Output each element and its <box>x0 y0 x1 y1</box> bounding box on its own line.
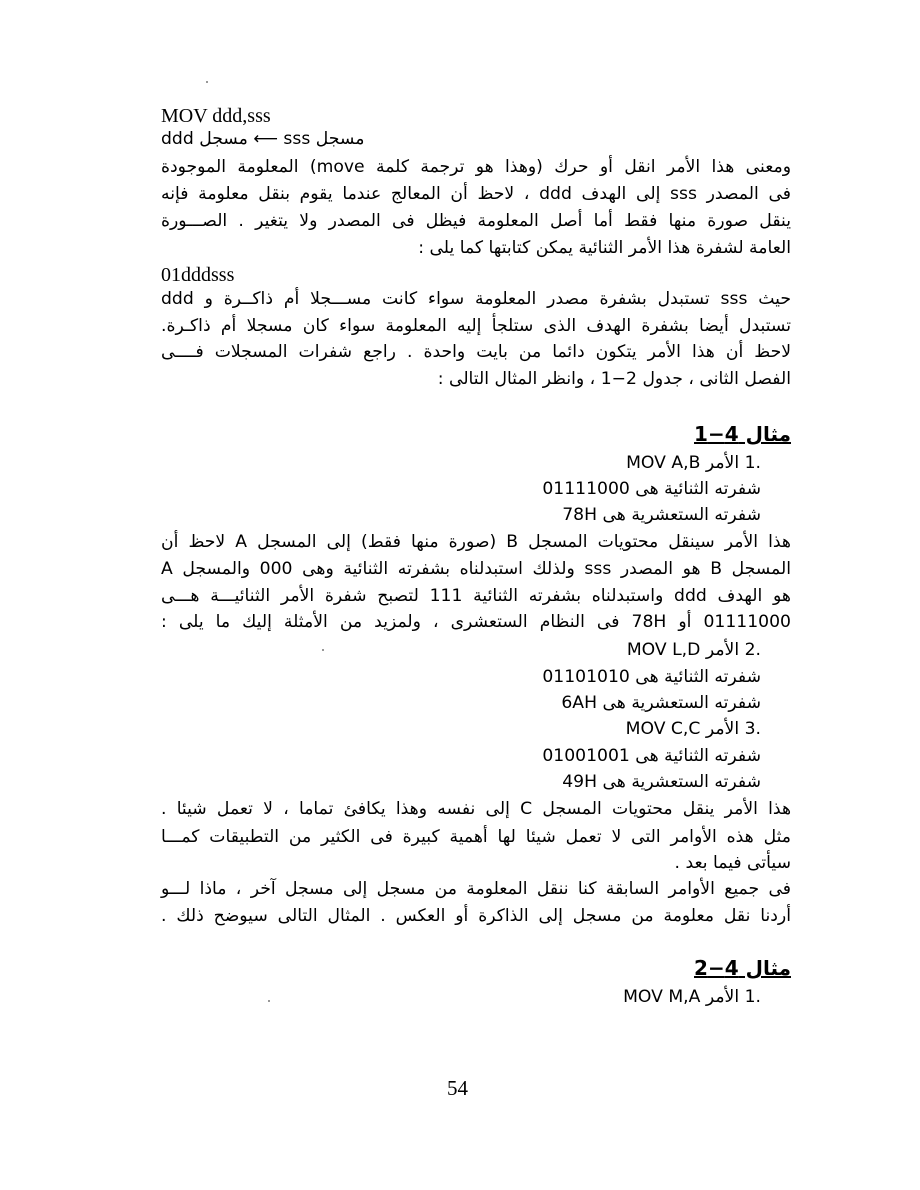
example-heading: مثال 4−1 <box>694 422 791 446</box>
example-detail: شفرته الثنائية هى 01001001 <box>542 746 761 766</box>
paragraph-line: العامة لشفرة هذا الأمر الثنائية يمكن كتابتها كما يلى : <box>418 238 791 258</box>
code-line: MOV ddd,sss <box>161 105 271 127</box>
example-item: .1 الأمر MOV M,A <box>623 987 761 1007</box>
paragraph-line: هو الهدف ddd واستبدلناه بشفرته الثنائية 111 لتصبح شفرة الأمر الثنائيـــة هـــى <box>161 586 791 606</box>
paragraph-line: فى جميع الأوامر السابقة كنا ننقل المعلومة من مسجل إلى مسجل آخر ، ماذا لـــو <box>161 879 791 899</box>
example-item: .1 الأمر MOV A,B <box>626 453 761 473</box>
paragraph-line: لاحظ أن هذا الأمر يتكون دائما من بايت واحدة . راجع شفرات المسجلات فــــى <box>161 342 791 362</box>
paragraph-line: فى المصدر sss إلى الهدف ddd ، لاحظ أن المعالج عندما يقوم بنقل معلومة فإنه <box>161 184 791 204</box>
example-detail: شفرته الستعشرية هى 49H <box>562 772 761 792</box>
example-detail: شفرته الثنائية هى 01101010 <box>542 667 761 687</box>
speck <box>322 649 324 651</box>
example-heading: مثال 4−2 <box>694 956 791 980</box>
speck <box>268 1000 270 1002</box>
paragraph-line: تستبدل أيضا بشفرة الهدف الذى ستلجأ إليه المعلومة سواء كان مسجلا أم ذاكـرة. <box>161 316 791 336</box>
paragraph-line: هذا الأمر سينقل محتويات المسجل B (صورة منها فقط) إلى المسجل A لاحظ أن <box>161 532 791 552</box>
paragraph-line: 01111000 أو 78H فى النظام الستعشرى ، ولمزيد من الأمثلة إليك ما يلى : <box>161 612 791 632</box>
paragraph-line: أردنا نقل معلومة من مسجل إلى الذاكرة أو العكس . المثال التالى سيوضح ذلك . <box>161 906 791 926</box>
example-detail: شفرته الثنائية هى 01111000 <box>542 479 761 499</box>
paragraph-line: مثل هذه الأوامر التى لا تعمل شيئا لها أهمية كبيرة فى الكثير من التطبيقات كمـــا <box>161 827 791 847</box>
register-transfer: مسجل sss ⟵ مسجل ddd <box>161 129 365 149</box>
example-detail: شفرته الستعشرية هى 78H <box>562 505 761 525</box>
code-line: 01dddsss <box>161 264 235 286</box>
paragraph-line: هذا الأمر ينقل محتويات المسجل C إلى نفسه وهذا يكافئ تماما ، لا تعمل شيئا . <box>161 799 792 819</box>
paragraph-line: المسجل B هو المصدر sss ولذلك استبدلناه بشفرته الثنائية وهى 000 والمسجل A <box>161 559 792 579</box>
paragraph-line: ينقل صورة منها فقط أما أصل المعلومة فيظل فى المصدر ولا يتغير . الصـــورة <box>161 211 791 231</box>
paragraph-line: الفصل الثانى ، جدول 2−1 ، وانظر المثال التالى : <box>437 369 791 389</box>
page-number: 54 <box>447 1076 468 1100</box>
speck <box>206 81 208 83</box>
example-item: .3 الأمر MOV C,C <box>625 719 761 739</box>
paragraph-line: حيث sss تستبدل بشفرة مصدر المعلومة سواء كانت مســـجلا أم ذاكــرة و ddd <box>161 289 791 309</box>
paragraph-line: سيأتى فيما بعد . <box>674 853 791 873</box>
paragraph-line: ومعنى هذا الأمر انقل أو حرك (وهذا هو ترجمة كلمة move) المعلومة الموجودة <box>161 157 791 177</box>
example-detail: شفرته الستعشرية هى 6AH <box>561 693 761 713</box>
example-item: .2 الأمر MOV L,D <box>626 640 761 660</box>
